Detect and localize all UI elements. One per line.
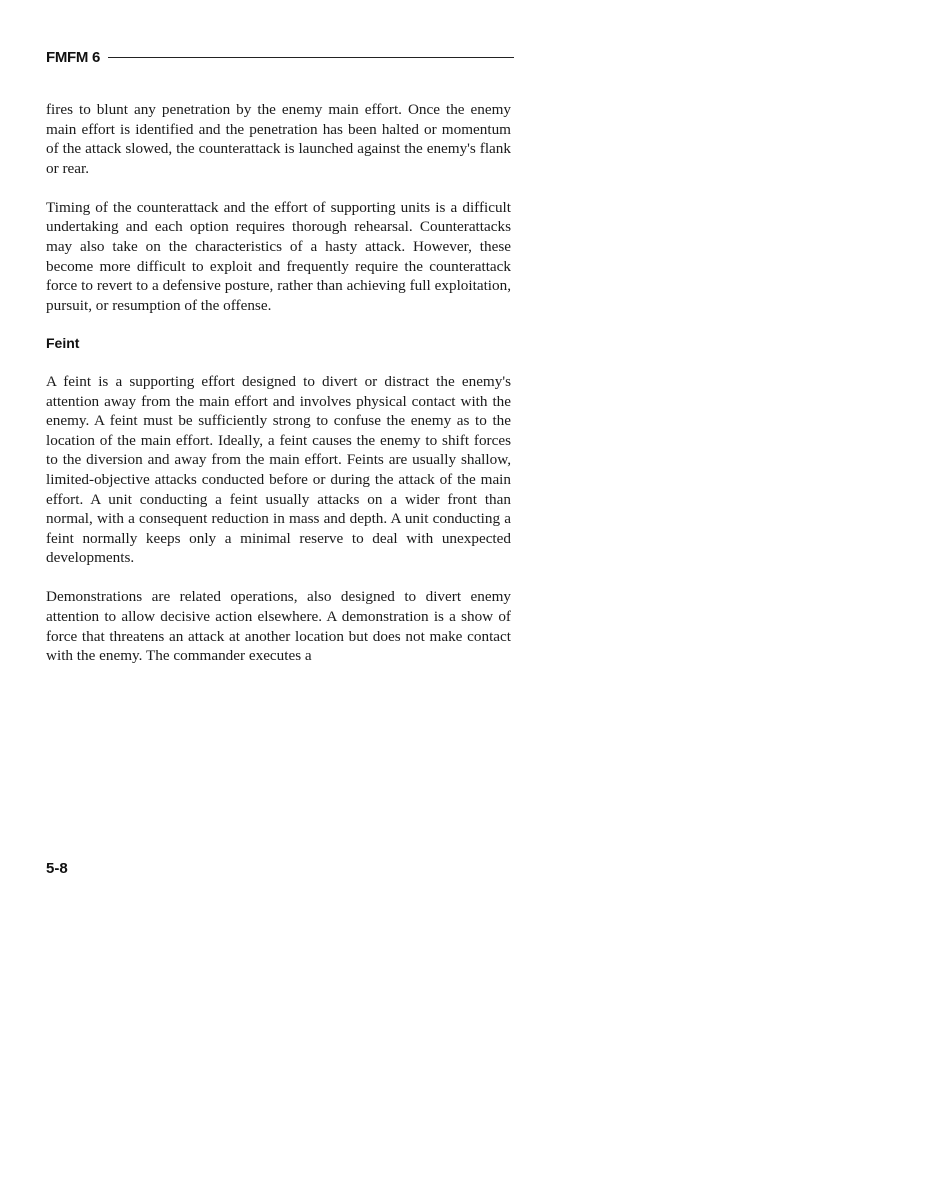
paragraph-demonstrations: Demonstrations are related operations, also designed to divert enemy attention to allow decisive action elsewhere. A demonstration is a show of force that threatens an attack at another location but does not make contact with the enemy. The commander executes a	[46, 588, 511, 665]
paragraph-counterattack-launch: fires to blunt any penetration by the enemy main effort. Once the enemy main effort is identified and the penetration has been halted or momentum of the attack slowed, the counterattack is launched against the enemy's flank or rear.	[46, 101, 511, 177]
paragraph-feint-definition: A feint is a supporting effort designed to divert or distract the enemy's attention away from the main effort and involves physical contact with the enemy. A feint must be sufficiently strong to confuse the enemy as to the location of the main effort. Ideally, a feint causes the enemy to shift forces to the diversion and away from the main effort. Feints are usually shallow, limited-objective attacks conducted before or during the attack of the main effort. A unit conducting a feint usually attacks on a wider front than normal, with a consequent reduction in mass and depth. A unit conducting a feint normally keeps only a minimal reserve to deal with unexpected developments.	[46, 372, 511, 567]
section-heading-feint: Feint	[46, 334, 80, 351]
running-header	[46, 47, 514, 67]
page-body	[46, 100, 511, 685]
page-number: 5-8	[46, 860, 68, 877]
document-title: FMFM 6	[46, 48, 101, 66]
header-rule	[108, 57, 514, 58]
paragraph-counterattack-timing: Timing of the counterattack and the effort of supporting units is a difficult undertaking and each option requires thorough rehearsal. Counterattacks may also take on the characteristics of a hasty attack. However, these become more difficult to exploit and frequently require the counterattack force to revert to a defensive posture, rather than achieving full exploitation, pursuit, or resumption of the offense.	[46, 198, 511, 314]
